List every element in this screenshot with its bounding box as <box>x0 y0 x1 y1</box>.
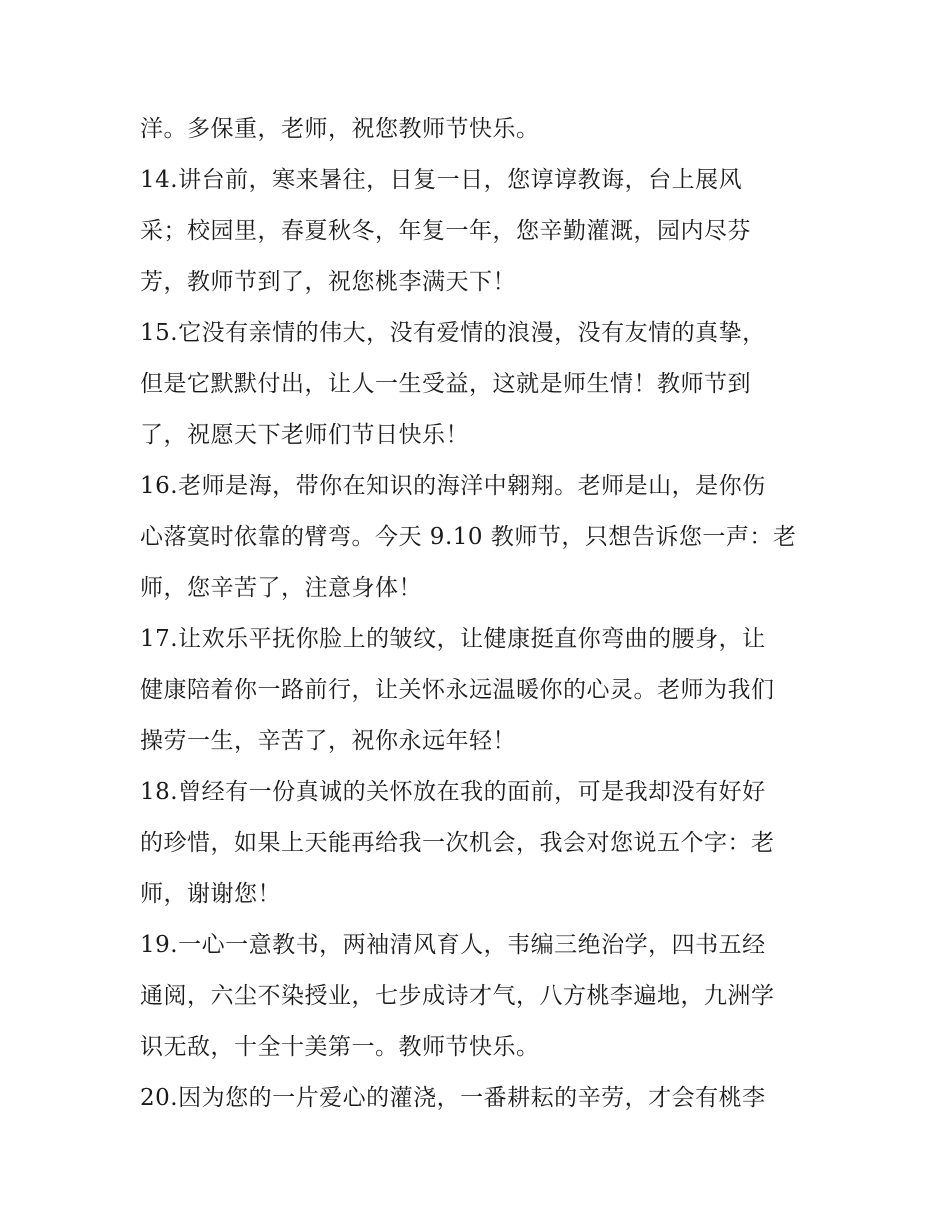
text-line: 洋。多保重，老师，祝您教师节快乐。 <box>140 116 540 142</box>
text-line: 采；校园里，春夏秋冬，年复一年，您辛勤灌溉，园内尽芬 <box>140 218 751 244</box>
text-line: 15.它没有亲情的伟大，没有爱情的浪漫，没有友情的真挚， <box>140 320 766 346</box>
text-line: 操劳一生，辛苦了，祝你永远年轻！ <box>140 728 516 754</box>
text-line: 14.讲台前，寒来暑往，日复一日，您谆谆教诲，台上展风 <box>140 167 743 193</box>
text-line: 但是它默默付出，让人一生受益，这就是师生情！教师节到 <box>140 371 751 397</box>
text-line: 芳，教师节到了，祝您桃李满天下！ <box>140 269 516 295</box>
text-line: 健康陪着你一路前行，让关怀永远温暖你的心灵。老师为我们 <box>140 677 775 703</box>
text-line: 18.曾经有一份真诚的关怀放在我的面前，可是我却没有好好 <box>140 779 766 805</box>
text-line: 20.因为您的一片爱心的灌浇，一番耕耘的辛劳，才会有桃李 <box>140 1085 766 1111</box>
text-line: 心落寞时依靠的臂弯。今天 9.10 教师节，只想告诉您一声：老 <box>140 524 797 550</box>
text-line: 16.老师是海，带你在知识的海洋中翱翔。老师是山，是你伤 <box>140 473 766 499</box>
document-body <box>140 104 820 1124</box>
text-line: 17.让欢乐平抚你脸上的皱纹，让健康挺直你弯曲的腰身，让 <box>140 626 766 652</box>
text-line: 19.一心一意教书，两袖清风育人，韦编三绝治学，四书五经 <box>140 932 766 958</box>
text-line: 师，谢谢您！ <box>140 881 281 907</box>
text-line: 了，祝愿天下老师们节日快乐！ <box>140 422 469 448</box>
text-line: 的珍惜，如果上天能再给我一次机会，我会对您说五个字：老 <box>140 830 775 856</box>
text-line: 识无敌，十全十美第一。教师节快乐。 <box>140 1034 540 1060</box>
text-line: 通阅，六尘不染授业，七步成诗才气，八方桃李遍地，九洲学 <box>140 983 775 1009</box>
text-line: 师，您辛苦了，注意身体！ <box>140 575 422 601</box>
